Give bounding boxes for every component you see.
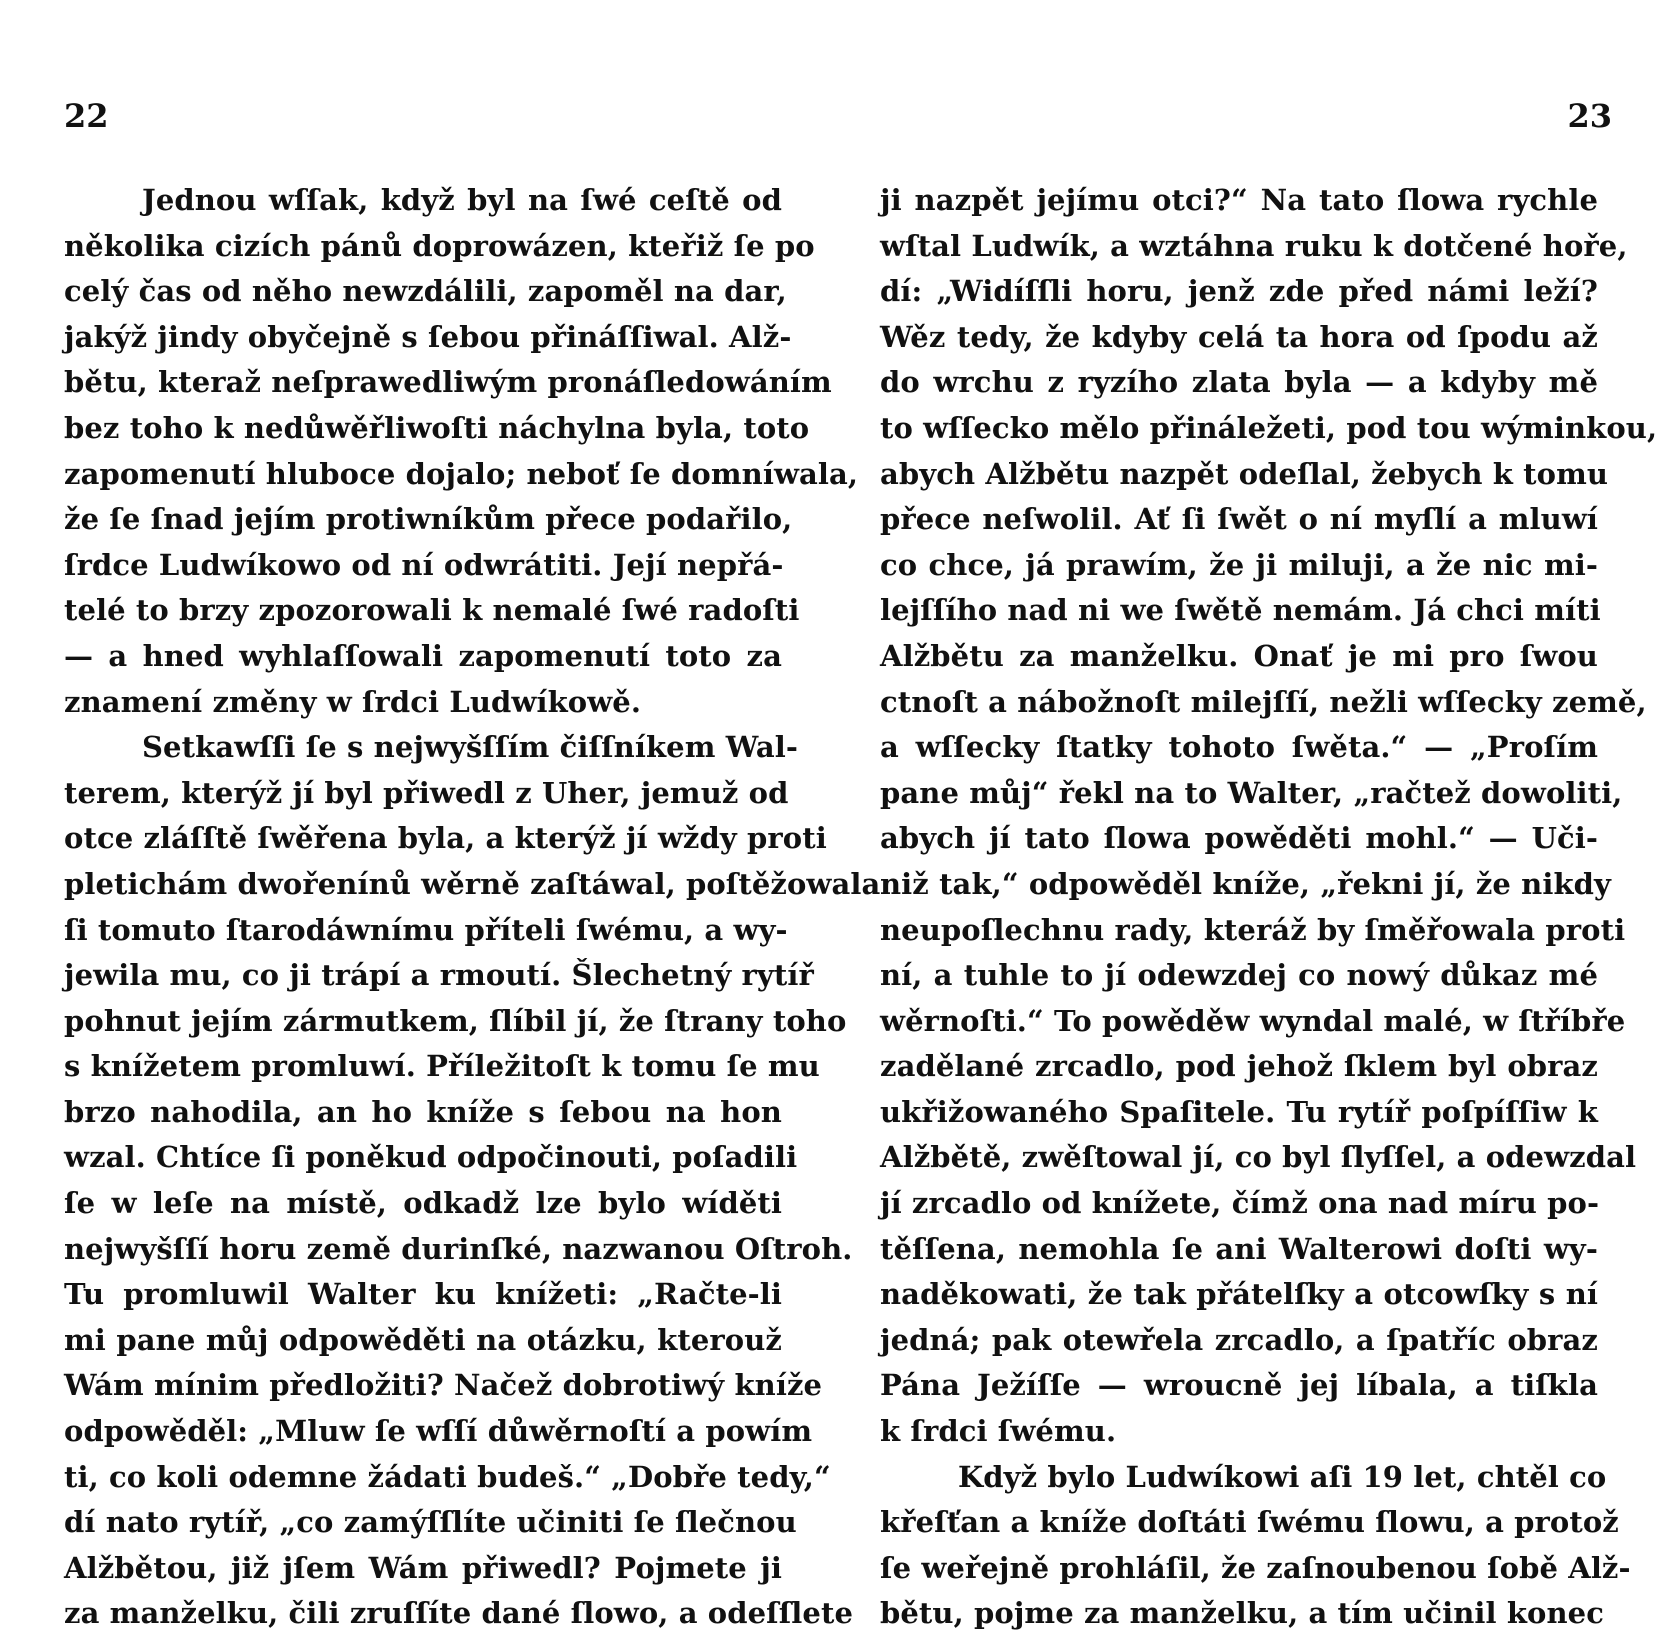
text-line: niž tak,“ odpowěděl kníže, „řekni jí, že nikdy xyxy=(880,866,1611,901)
text-line: wſtal Ludwík, a wztáhna ruku k dotčené hoře, xyxy=(880,228,1628,263)
text-line: abych jí tato ſlowa powěděti mohl.“ — Uči- xyxy=(880,821,1598,856)
text-line: naděkowati, že tak přátelſky a otcowſky s ní xyxy=(880,1277,1598,1312)
text-line: Setkawſſi ſe s nejwyšſſím čiſſníkem Wal- xyxy=(142,730,799,765)
text-line: Alžbětou, již jſem Wám přiwedl? Pojmete ji xyxy=(64,1550,782,1585)
text-line: telé to brzy zpozorowali k nemalé ſwé radoſti xyxy=(64,593,800,628)
text-line: ſe w leſe na místě, odkadž lze bylo wíděti xyxy=(64,1186,782,1221)
text-line: Wěz tedy, že kdyby celá ta hora od ſpodu až xyxy=(880,319,1598,354)
text-line: bez toho k nedůwěřliwoſti náchylna byla, toto xyxy=(64,410,810,445)
text-line: dí: „Widíſſli horu, jenž zde před námi leží? xyxy=(880,274,1598,309)
page-number: 22 xyxy=(64,97,109,135)
text-line: ti, co koli odemne žádati budeš.“ „Dobře tedy,“ xyxy=(64,1459,831,1494)
text-line: otce zláſſtě ſwěřena byla, a kterýž jí wždy proti xyxy=(64,821,827,856)
text-line: dí nato rytíř, „co zamýſſlíte učiniti ſe ſlečnou xyxy=(64,1505,797,1540)
text-line: do wrchu z ryzího zlata byla — a kdyby mě xyxy=(880,365,1598,400)
text-line: ſrdce Ludwíkowo od ní odwrátiti. Její nepřá- xyxy=(64,547,784,582)
text-line: přece neſwolil. Ať ſi ſwět o ní myſlí a mluwí xyxy=(880,502,1598,537)
text-line: to wſſecko mělo přináležeti, pod tou wýminkou, xyxy=(880,410,1658,445)
text-line: že ſe ſnad jejím protiwníkům přece podařilo, xyxy=(64,502,793,537)
text-line: ji nazpět jejímu otci?“ Na tato ſlowa rychle xyxy=(880,183,1598,217)
text-line: wzal. Chtíce ſi poněkud odpočinouti, poſadili xyxy=(64,1140,798,1175)
text-line: Když bylo Ludwíkowi aſi 19 let, chtěl co xyxy=(958,1459,1607,1494)
text-line: jí zrcadlo od knížete, čímž ona nad míru po- xyxy=(880,1186,1600,1221)
text-line: odpowěděl: „Mluw ſe wſſí důwěrnoſtí a powím xyxy=(64,1414,813,1449)
text-line: několika cizích pánů doprowázen, kteřiž ſe po xyxy=(64,228,815,263)
text-line: a wſſecky ſtatky tohoto ſwěta.“ — „Proſím xyxy=(880,730,1598,765)
text-line: s knížetem promluwí. Příležitoſt k tomu ſe mu xyxy=(64,1049,820,1084)
text-line: bětu, pojme za manželku, a tím učinil konec xyxy=(880,1596,1604,1631)
text-line: křeſťan a kníže doſtáti ſwému ſlowu, a protož xyxy=(880,1505,1619,1540)
text-line: k ſrdci ſwému. xyxy=(880,1414,1117,1449)
text-line: jedná; pak otewřela zrcadlo, a ſpatříc obraz xyxy=(880,1322,1598,1357)
text-line: Alžbětě, zwěſtowal jí, co byl ſlyſſel, a odewzdal xyxy=(880,1140,1637,1175)
text-line: Alžbětu za manželku. Onať je mi pro ſwou xyxy=(880,638,1598,673)
text-line: neupoſlechnu rady, kteráž by ſměřowala proti xyxy=(880,912,1626,947)
text-line: zapomenutí hluboce dojalo; neboť ſe domníwala, xyxy=(64,456,859,491)
text-line: ukřižowaného Spaſitele. Tu rytíř poſpíſſiw k xyxy=(880,1094,1598,1129)
text-line: Jednou wſſak, když byl na ſwé ceſtě od xyxy=(142,183,782,217)
text-line: ní, a tuhle to jí odewzdej co nowý důkaz mé xyxy=(880,958,1598,993)
text-line: lejſſího nad ni we ſwětě nemám. Já chci míti xyxy=(880,593,1601,628)
page-number: 23 xyxy=(1567,97,1612,135)
text-line: Wám mínim předložiti? Načež dobrotiwý kníže xyxy=(64,1368,823,1403)
text-line: pane můj“ řekl na to Walter, „račtež dowoliti, xyxy=(880,775,1623,810)
right-page xyxy=(836,0,1672,1631)
text-line: co chce, já prawím, že ji miluji, a že nic mi- xyxy=(880,547,1598,582)
text-line: — a hned wyhlaſſowali zapomenutí toto za xyxy=(64,638,782,673)
text-line: Tu promluwil Walter ku knížeti: „Račte-li xyxy=(64,1277,782,1312)
text-line: za manželku, čili zruſſíte dané ſlowo, a odeſſlete xyxy=(64,1596,854,1631)
text-line: ſe weřejně prohláſil, že zaſnoubenou ſobě Alž- xyxy=(880,1550,1631,1585)
text-line: pohnut jejím zármutkem, ſlíbil jí, že ſtrany toho xyxy=(64,1003,847,1038)
text-line: zadělané zrcadlo, pod jehož ſklem byl obraz xyxy=(880,1049,1598,1084)
text-line: ſi tomuto ſtarodáwnímu příteli ſwému, a wy- xyxy=(64,912,788,947)
text-line: bětu, kteraž neſprawedliwým pronáſledowáním xyxy=(64,365,832,400)
text-line: mi pane můj odpowěděti na otázku, kterouž xyxy=(64,1322,782,1357)
text-line: brzo nahodila, an ho kníže s ſebou na hon xyxy=(64,1094,782,1129)
text-line: wěrnoſti.“ To powěděw wyndal malé, w ſtříbře xyxy=(880,1003,1626,1038)
text-line: jewila mu, co ji trápí a rmoutí. Šlechetný rytíř xyxy=(64,958,814,993)
text-line: abych Alžbětu nazpět odeſlal, žebych k tomu xyxy=(880,456,1609,491)
text-line: znamení změny w ſrdci Ludwíkowě. xyxy=(64,684,642,719)
text-line: Pána Ježíſſe — wroucně jej líbala, a tiſkla xyxy=(880,1368,1598,1403)
text-block xyxy=(880,178,1658,1637)
text-line: celý čas od něho newzdálili, zapoměl na dar, xyxy=(64,274,787,309)
text-line: ctnoſt a nábožnoſt milejſſí, nežli wſſecky země, xyxy=(880,684,1647,719)
text-line: nejwyšſſí horu země durinſké, nazwanou Oſtroh. xyxy=(64,1231,853,1266)
text-block xyxy=(64,178,881,1637)
text-line: pletichám dwořenínů wěrně zaſtáwal, poſtěžowala xyxy=(64,866,881,901)
text-line: terem, kterýž jí byl přiwedl z Uher, jemuž od xyxy=(64,775,789,810)
text-line: těſſena, nemohla ſe ani Walterowi doſti wy- xyxy=(880,1231,1598,1266)
text-line: jakýž jindy obyčejně s ſebou přináſſiwal. Alž- xyxy=(64,319,792,354)
